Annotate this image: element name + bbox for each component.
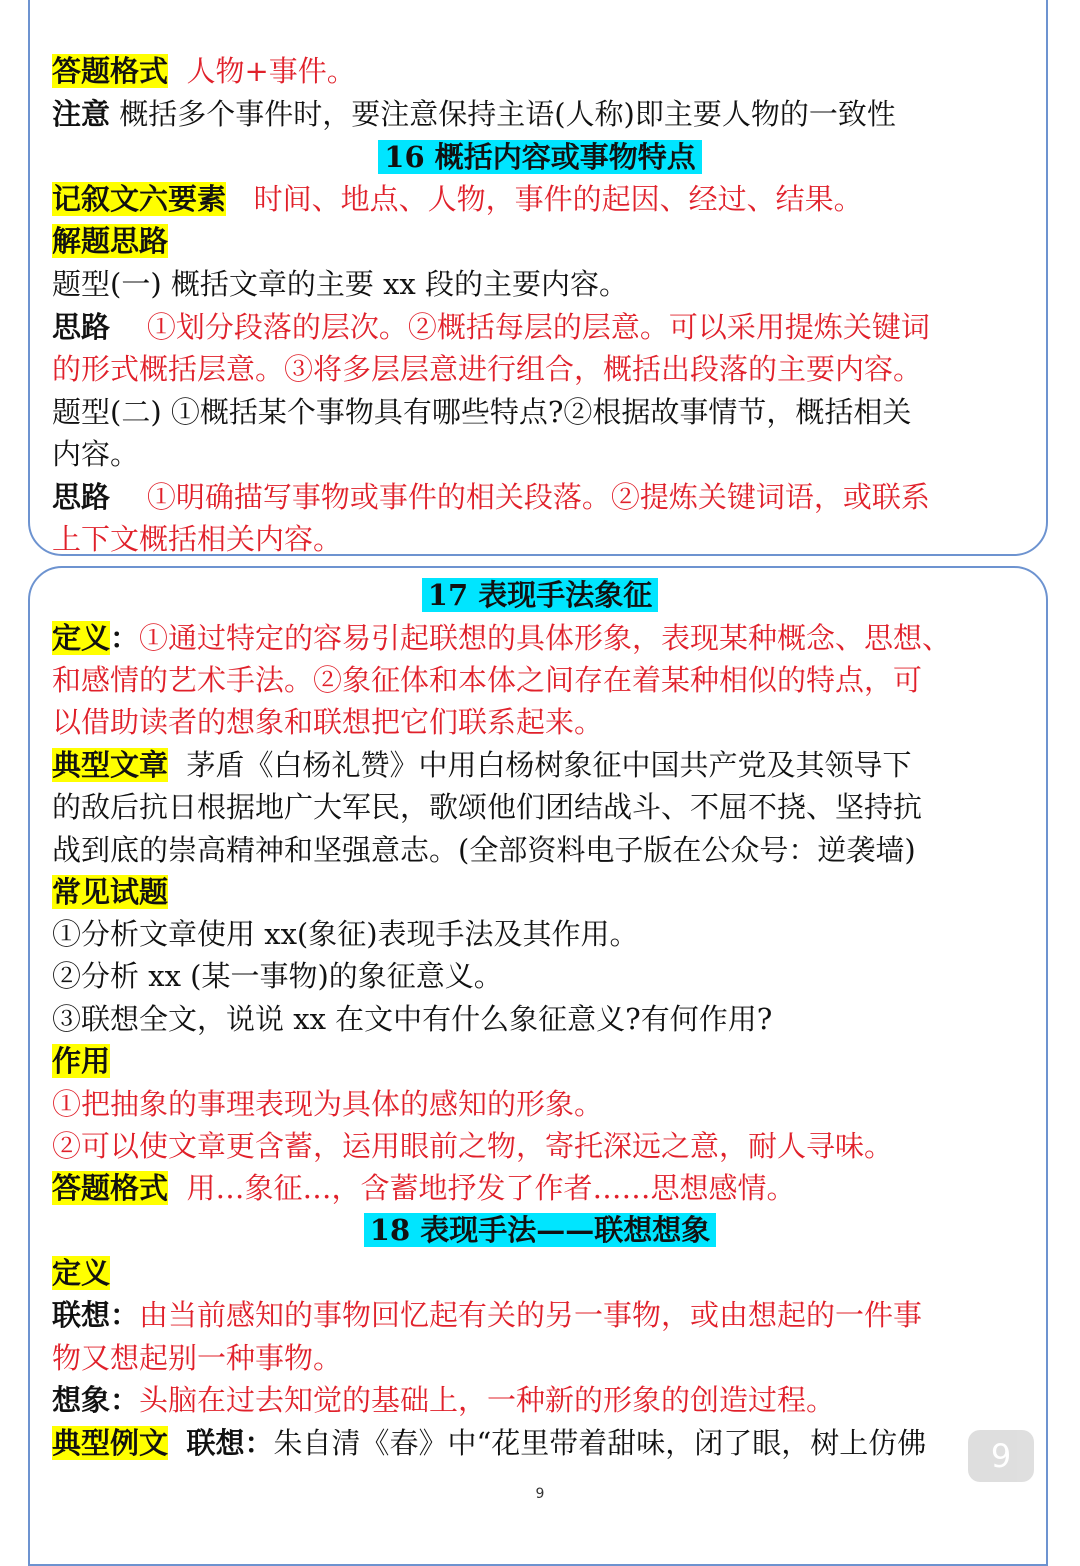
type2-text-2: 内容。 xyxy=(52,437,140,471)
typical-article-text-3: 战到底的崇高精神和坚强意志。(全部资料电子版在公众号：逆袭墙) xyxy=(52,833,916,867)
answer-format-line xyxy=(52,50,1042,92)
effect-2: ②可以使文章更含蓄，运用眼前之物，寄托深远之意，耐人寻味。 xyxy=(52,1129,894,1163)
section-17-title: 17 表现手法象征 xyxy=(422,578,658,612)
section-18-title: 18 表现手法——联想想象 xyxy=(364,1213,716,1247)
answer-format-17-line xyxy=(52,1167,1042,1209)
answer-format-17-text: 用…象征…，含蓄地抒发了作者……思想感情。 xyxy=(186,1171,796,1205)
typical-article-text-2: 的敌后抗日根据地广大军民，歌颂他们团结战斗、不屈不挠、坚持抗 xyxy=(52,790,923,824)
idea2-line1 xyxy=(52,476,1042,518)
example-label: 典型例文 xyxy=(52,1426,169,1460)
section-16-title: 16 概括内容或事物特点 xyxy=(378,140,701,174)
typical-article-text-1: 茅盾《白杨礼赞》中用白杨树象征中国共产党及其领导下 xyxy=(186,748,912,782)
effect-1: ①把抽象的事理表现为具体的感知的形象。 xyxy=(52,1087,604,1121)
example-line xyxy=(52,1422,1042,1464)
definition-line3 xyxy=(52,701,1042,743)
type1-text: 题型(一) 概括文章的主要 xx 段的主要内容。 xyxy=(52,267,628,301)
definition-colon: ： xyxy=(110,621,140,655)
idea2-line2 xyxy=(52,518,1042,560)
type2-text-1: 题型(二) ①概括某个事物具有哪些特点?②根据故事情节，概括相关 xyxy=(52,395,912,429)
question-3-line xyxy=(52,998,1042,1040)
idea2-text-2: 上下文概括相关内容。 xyxy=(52,522,343,556)
imagination-line xyxy=(52,1379,1042,1421)
approach-line xyxy=(52,220,1042,262)
effect-2-line xyxy=(52,1125,1042,1167)
association-text-1: 由当前感知的事物回忆起有关的另一事物，或由想起的一件事 xyxy=(139,1298,923,1332)
type1-line xyxy=(52,263,1042,305)
section-16-title-line xyxy=(0,136,1080,178)
section-18-title-line xyxy=(0,1209,1080,1251)
question-2: ②分析 xx (某一事物)的象征意义。 xyxy=(52,959,503,993)
effect-line xyxy=(52,1040,1042,1082)
idea2-label: 思路 xyxy=(52,480,111,514)
association-line1 xyxy=(52,1294,1042,1336)
approach-label: 解题思路 xyxy=(52,224,169,258)
six-elements-label: 记叙文六要素 xyxy=(52,182,227,216)
question-3: ③联想全文，说说 xx 在文中有什么象征意义?有何作用? xyxy=(52,1002,773,1036)
answer-format-17-label: 答题格式 xyxy=(52,1171,169,1205)
question-1: ①分析文章使用 xx(象征)表现手法及其作用。 xyxy=(52,917,639,951)
idea1-line1 xyxy=(52,306,1042,348)
effect-label: 作用 xyxy=(52,1044,111,1078)
idea2-text-1: ①明确描写事物或事件的相关段落。②提炼关键词语，或联系 xyxy=(146,480,930,514)
page-badge: 9 xyxy=(968,1430,1034,1482)
question-2-line xyxy=(52,955,1042,997)
section-17-title-line xyxy=(0,574,1080,616)
association-line2 xyxy=(52,1337,1042,1379)
typical-article-label: 典型文章 xyxy=(52,748,169,782)
page-number: 9 xyxy=(535,1486,545,1502)
definition-line2 xyxy=(52,659,1042,701)
type2-line1 xyxy=(52,391,1042,433)
definition-18-line xyxy=(52,1252,1042,1294)
six-elements-text: 时间、地点、人物，事件的起因、经过、结果。 xyxy=(253,182,863,216)
idea1-label: 思路 xyxy=(52,310,111,344)
typical-article-line1 xyxy=(52,744,1042,786)
type2-line2 xyxy=(52,433,1042,475)
common-questions-line xyxy=(52,871,1042,913)
definition-line1 xyxy=(52,617,1042,659)
idea1-line2 xyxy=(52,348,1042,390)
idea1-text-1: ①划分段落的层次。②概括每层的层意。可以采用提炼关键词 xyxy=(146,310,930,344)
answer-format-label: 答题格式 xyxy=(52,54,169,88)
common-questions-label: 常见试题 xyxy=(52,875,169,909)
association-text-2: 物又想起别一种事物。 xyxy=(52,1341,343,1375)
definition-text-3: 以借助读者的想象和联想把它们联系起来。 xyxy=(52,705,604,739)
question-1-line xyxy=(52,913,1042,955)
definition-label: 定义 xyxy=(52,621,111,655)
association-label: 联想： xyxy=(52,1298,140,1332)
typical-article-line3 xyxy=(52,829,1042,871)
answer-format-text: 人物+事件。 xyxy=(186,54,356,88)
example-text: 朱自清《春》中“花里带着甜味，闭了眼，树上仿佛 xyxy=(273,1426,927,1460)
definition-18-label: 定义 xyxy=(52,1256,111,1290)
definition-text-1: ①通过特定的容易引起联想的具体形象，表现某种概念、思想、 xyxy=(139,621,952,655)
effect-1-line xyxy=(52,1083,1042,1125)
six-elements-line xyxy=(52,178,1042,220)
note-text: 概括多个事件时，要注意保持主语(人称)即主要人物的一致性 xyxy=(119,97,896,131)
typical-article-line2 xyxy=(52,786,1042,828)
imagination-text: 头脑在过去知觉的基础上，一种新的形象的创造过程。 xyxy=(139,1383,836,1417)
note-label: 注意 xyxy=(52,97,111,131)
idea1-text-2: 的形式概括层意。③将多层层意进行组合，概括出段落的主要内容。 xyxy=(52,352,923,386)
note-line xyxy=(52,93,1042,135)
example-sub-label: 联想： xyxy=(186,1426,274,1460)
definition-text-2: 和感情的艺术手法。②象征体和本体之间存在着某种相似的特点，可 xyxy=(52,663,923,697)
imagination-label: 想象： xyxy=(52,1383,140,1417)
